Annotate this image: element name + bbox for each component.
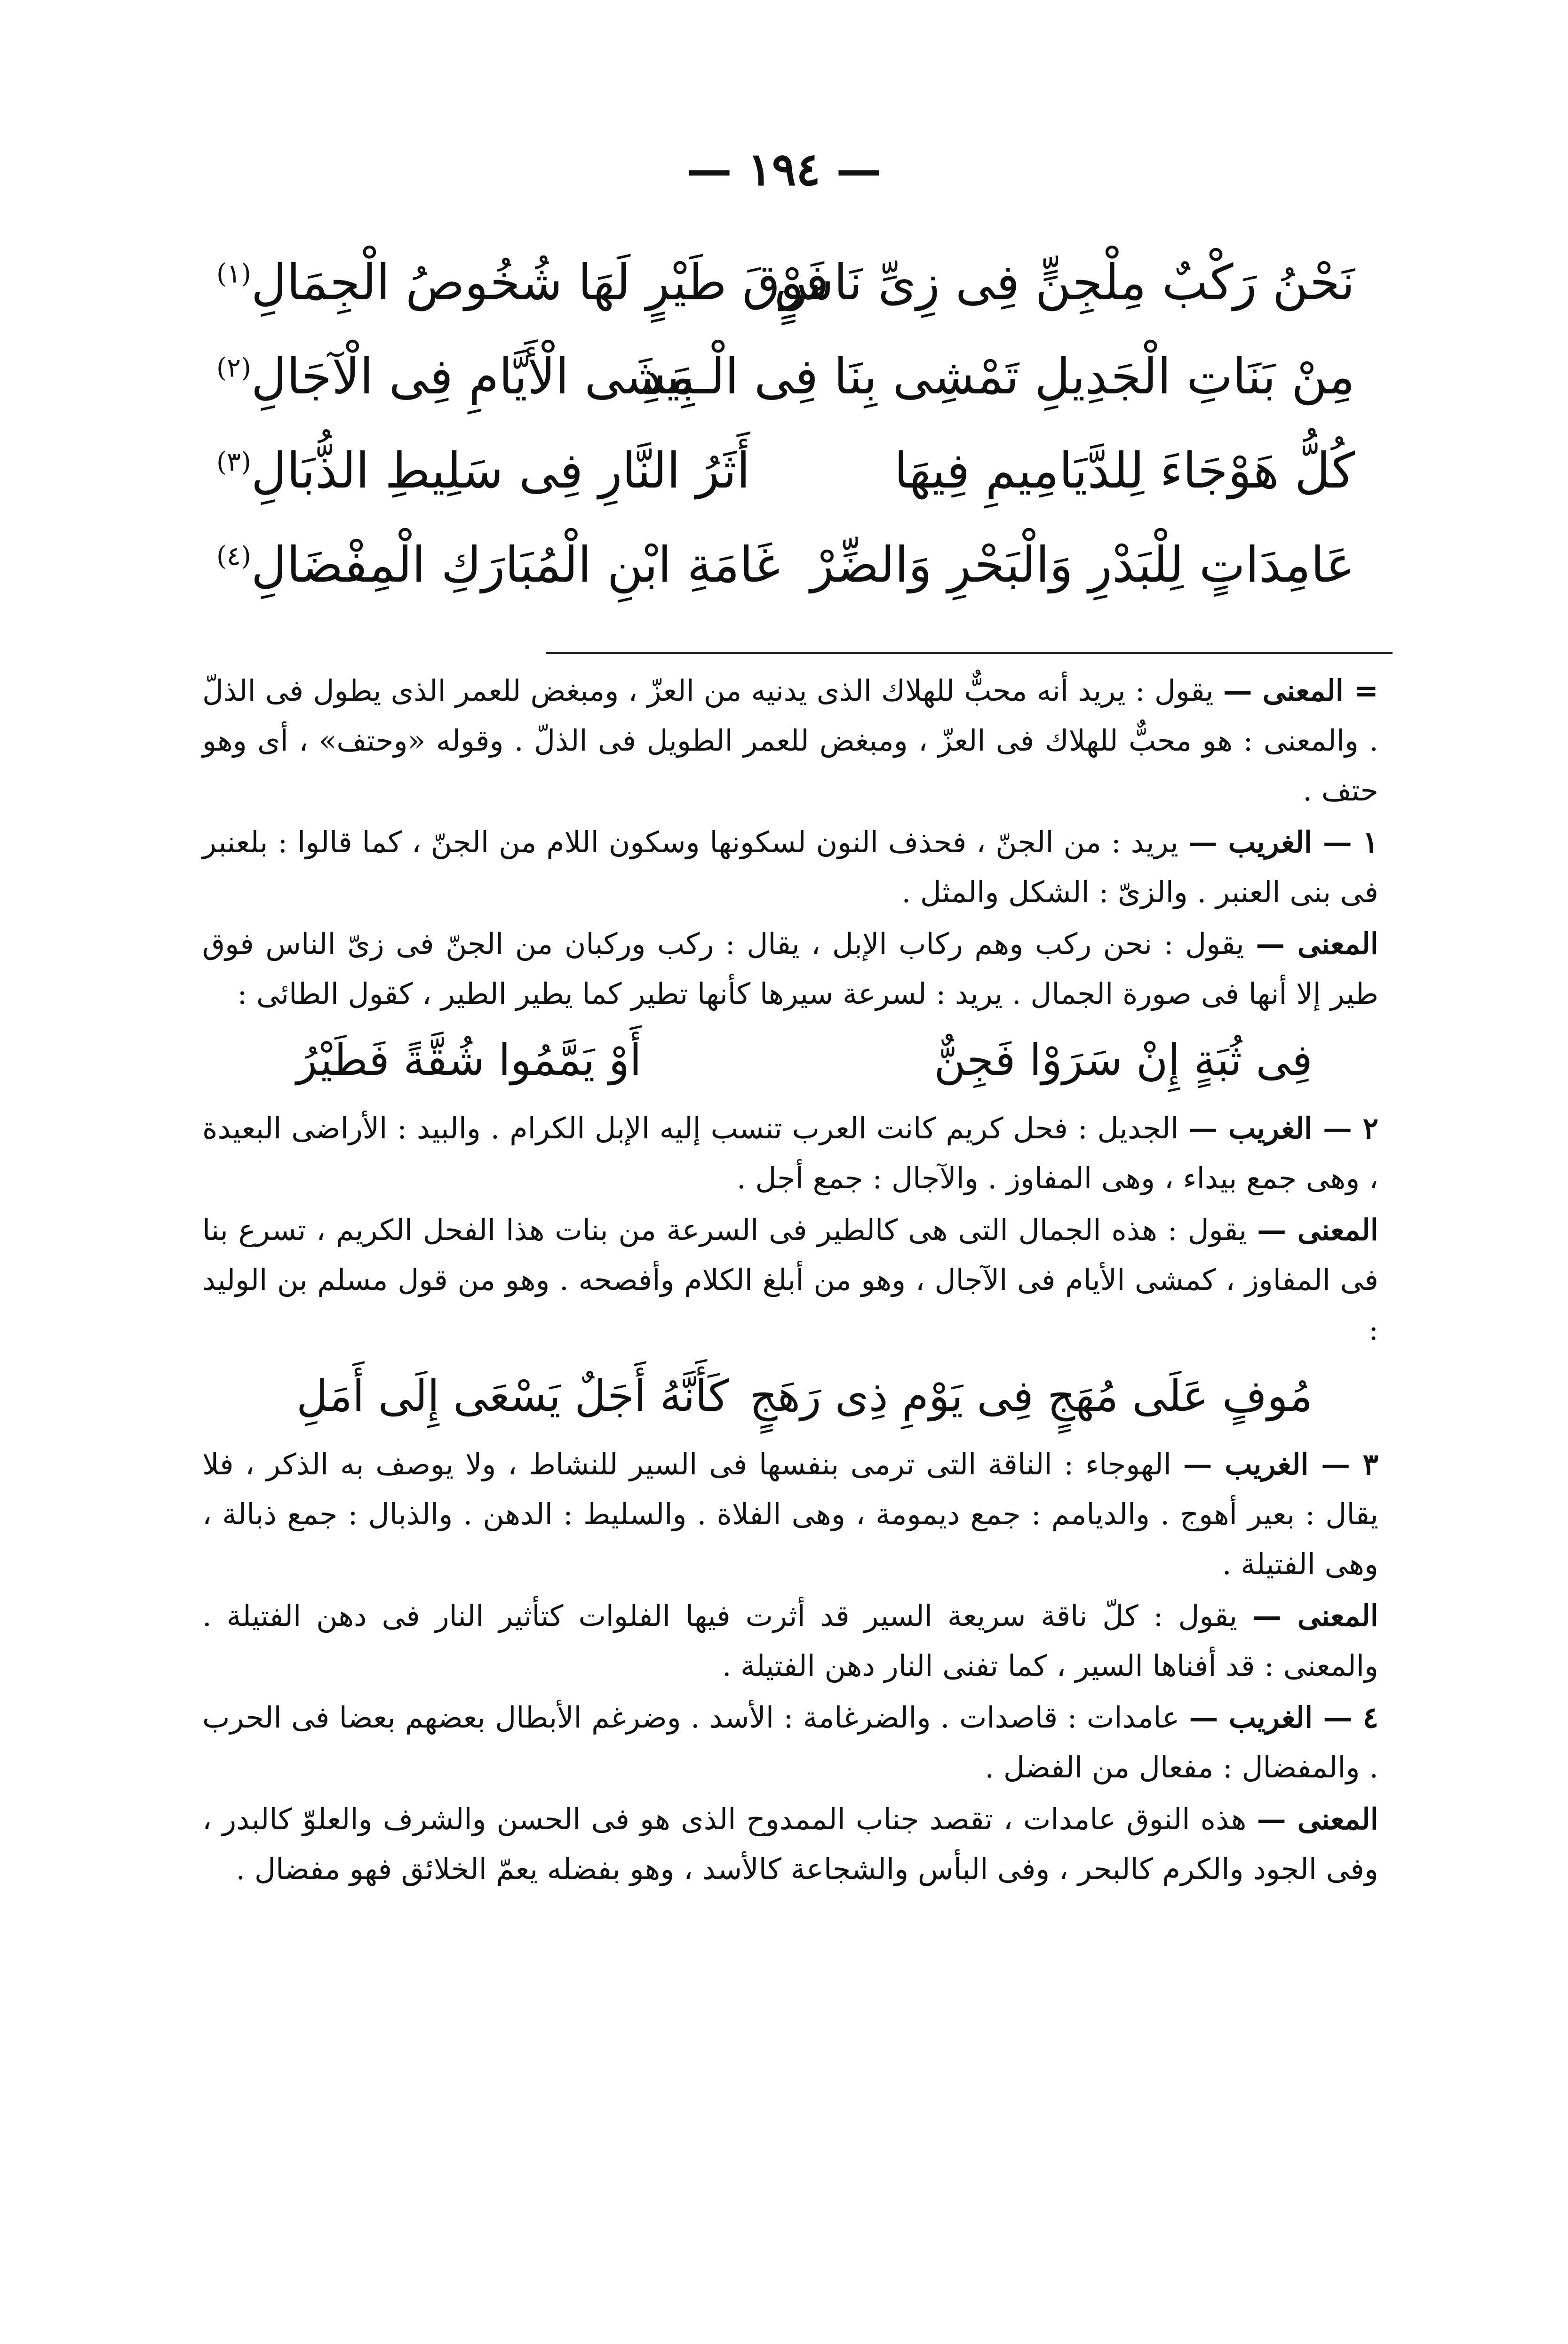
note-text: يريد : من الجنّ ، فحذف النون لسكونها وسكون اللام من الجنّ ، كما قالوا : بلعنبر فى بنى العنبر . والزىّ : الشكل والمثل .: [202, 825, 1378, 909]
poem-verse-4: [216, 518, 1355, 612]
note-paragraph: [202, 1205, 1378, 1355]
footnote-ref: (٤): [216, 541, 251, 572]
quoted-verse-taai: [202, 1021, 1378, 1100]
note-paragraph: [202, 1440, 1378, 1589]
verse-second-text: مَشَى الْأَيَّامِ فِى الْآجَالِ: [251, 348, 695, 405]
note-label: المعنى —: [1257, 1213, 1379, 1247]
note-text: الجديل : فحل كريم كانت العرب تنسب إليه الإبل الكرام . والبيد : الأراضى البعيدة ، وهى جمع بيداء ، وهى المفاوز . والآجال : جمع أجل .: [202, 1111, 1378, 1195]
verse-second-text: أَثَرُ النَّارِ فِى سَلِيطِ الذُّبَالِ: [251, 442, 750, 499]
verse-second-hemistich: [216, 329, 695, 424]
verse-first-hemistich: عَامِدَاتٍ لِلْبَدْرِ وَالْبَحْرِ وَالضِّرْ: [810, 536, 1355, 593]
quoted-verse-second: أَوْ يَمَّمُوا شُقَّةً فَطَيْرُ: [296, 1035, 642, 1085]
note-paragraph: [202, 1591, 1378, 1691]
quoted-verse-second: كَأَنَّهُ أَجَلٌ يَسْعَى إِلَى أَمَلِ: [296, 1371, 729, 1421]
verse-first-hemistich: كُلُّ هَوْجَاءَ لِلدَّيَامِيمِ فِيهَا: [894, 442, 1355, 499]
poem-verse-3: [216, 424, 1355, 518]
note-label: ٤ — الغريب —: [1189, 1700, 1378, 1735]
note-paragraph: [202, 1693, 1378, 1792]
poem-block: [216, 235, 1355, 612]
footnote-ref: (١): [216, 258, 251, 289]
verse-first-hemistich: نَحْنُ رَكْبٌ مِلْجِنٍّ فِى زِىِّ نَاسٍ: [774, 254, 1355, 311]
note-paragraph: [202, 1794, 1378, 1894]
note-label: المعنى —: [1252, 1599, 1379, 1633]
note-label: ١ — الغريب —: [1188, 825, 1378, 859]
poem-verse-1: [216, 235, 1355, 329]
note-paragraph: [202, 919, 1378, 1019]
note-label: المعنى —: [1257, 1802, 1379, 1836]
separator-rule: [546, 652, 1393, 654]
note-text: عامدات : قاصدات . والضرغامة : الأسد . وضرغم الأبطال بعضهم بعضا فى الحرب . والمفضال : مفعال من الفضل .: [202, 1700, 1378, 1784]
quoted-verse-first: مُوفٍ عَلَى مُهَجٍ فِى يَوْمِ ذِى رَهَجٍ: [749, 1371, 1313, 1421]
note-label: = المعنى —: [1223, 673, 1378, 708]
note-paragraph: [202, 666, 1378, 816]
quoted-verse-muslim: [202, 1357, 1378, 1436]
note-text: هذه النوق عامدات ، تقصد جناب الممدوح الذى هو فى الحسن والشرف والعلوّ كالبدر ، وفى الجود والكرم كالبحر ، وفى البأس والشجاعة كالأسد ، وهو بفضله يعمّ الخلائق فهو مفضال .: [202, 1802, 1378, 1886]
footnote-ref: (٢): [216, 352, 251, 384]
verse-second-hemistich: [216, 518, 780, 612]
note-label: المعنى —: [1256, 927, 1378, 961]
verse-second-hemistich: [216, 235, 829, 329]
verse-second-text: فَوْقَ طَيْرٍ لَهَا شُخُوصُ الْجِمَالِ: [251, 254, 829, 311]
note-text: يقول : هذه الجمال التى هى كالطير فى السرعة من بنات هذا الفحل الكريم ، تسرع بنا فى المفاوز ، كمشى الأيام فى الآجال ، وهو من أبلغ الكلام وأفصحه . وهو من قول مسلم بن الوليد :: [202, 1213, 1378, 1347]
note-text: يقول : نحن ركب وهم ركاب الإبل ، يقال : ركب وركبان من الجنّ فى زىّ الناس فوق طير إلا أنها فى صورة الجمال . يريد : لسرعة سيرها كأنها تطير كما يطير الطير ، كقول الطائى :: [202, 927, 1378, 1011]
footnote-ref: (٣): [216, 447, 251, 478]
verse-second-hemistich: [216, 424, 750, 518]
poem-verse-2: [216, 329, 1355, 424]
note-label: ٣ — الغريب —: [1183, 1447, 1378, 1481]
quoted-verse-first: فِى ثُبَةٍ إِنْ سَرَوْا فَجِنٌّ: [934, 1035, 1313, 1085]
note-paragraph: [202, 1104, 1378, 1203]
note-label: ٢ — الغريب —: [1188, 1111, 1378, 1145]
verse-second-text: غَامَةِ ابْنِ الْمُبَارَكِ الْمِفْضَالِ: [251, 536, 780, 593]
verse-first-hemistich: مِنْ بَنَاتِ الْجَدِيلِ تَمْشِى بِنَا فِى الْـبِيدِ: [640, 348, 1355, 405]
note-text: يقول : كلّ ناقة سريعة السير قد أثرت فيها الفلوات كتأثير النار فى دهن الفتيلة . والمعنى : قد أفناها السير ، كما تفنى النار دهن الفتيلة .: [202, 1599, 1378, 1683]
commentary: [202, 666, 1378, 1896]
note-paragraph: [202, 817, 1378, 917]
note-text: يقول : يريد أنه محبٌّ للهلاك الذى يدنيه من العزّ ، ومبغض للعمر الذى يطول فى الذلّ . والمعنى : هو محبٌّ للهلاك فى العزّ ، ومبغض للعمر الطويل فى الذلّ . وقوله «وحتف» ، أى وهو حتف .: [202, 673, 1378, 808]
page-number: — ١٩٤ —: [686, 143, 882, 196]
note-text: الهوجاء : الناقة التى ترمى بنفسها فى السير للنشاط ، ولا يوصف به الذكر ، فلا يقال : بعير أهوج . والديامم : جمع ديمومة ، وهى الفلاة . والسليط : الدهن . والذبال : جمع ذبالة ، وهى الفتيلة .: [202, 1447, 1378, 1581]
